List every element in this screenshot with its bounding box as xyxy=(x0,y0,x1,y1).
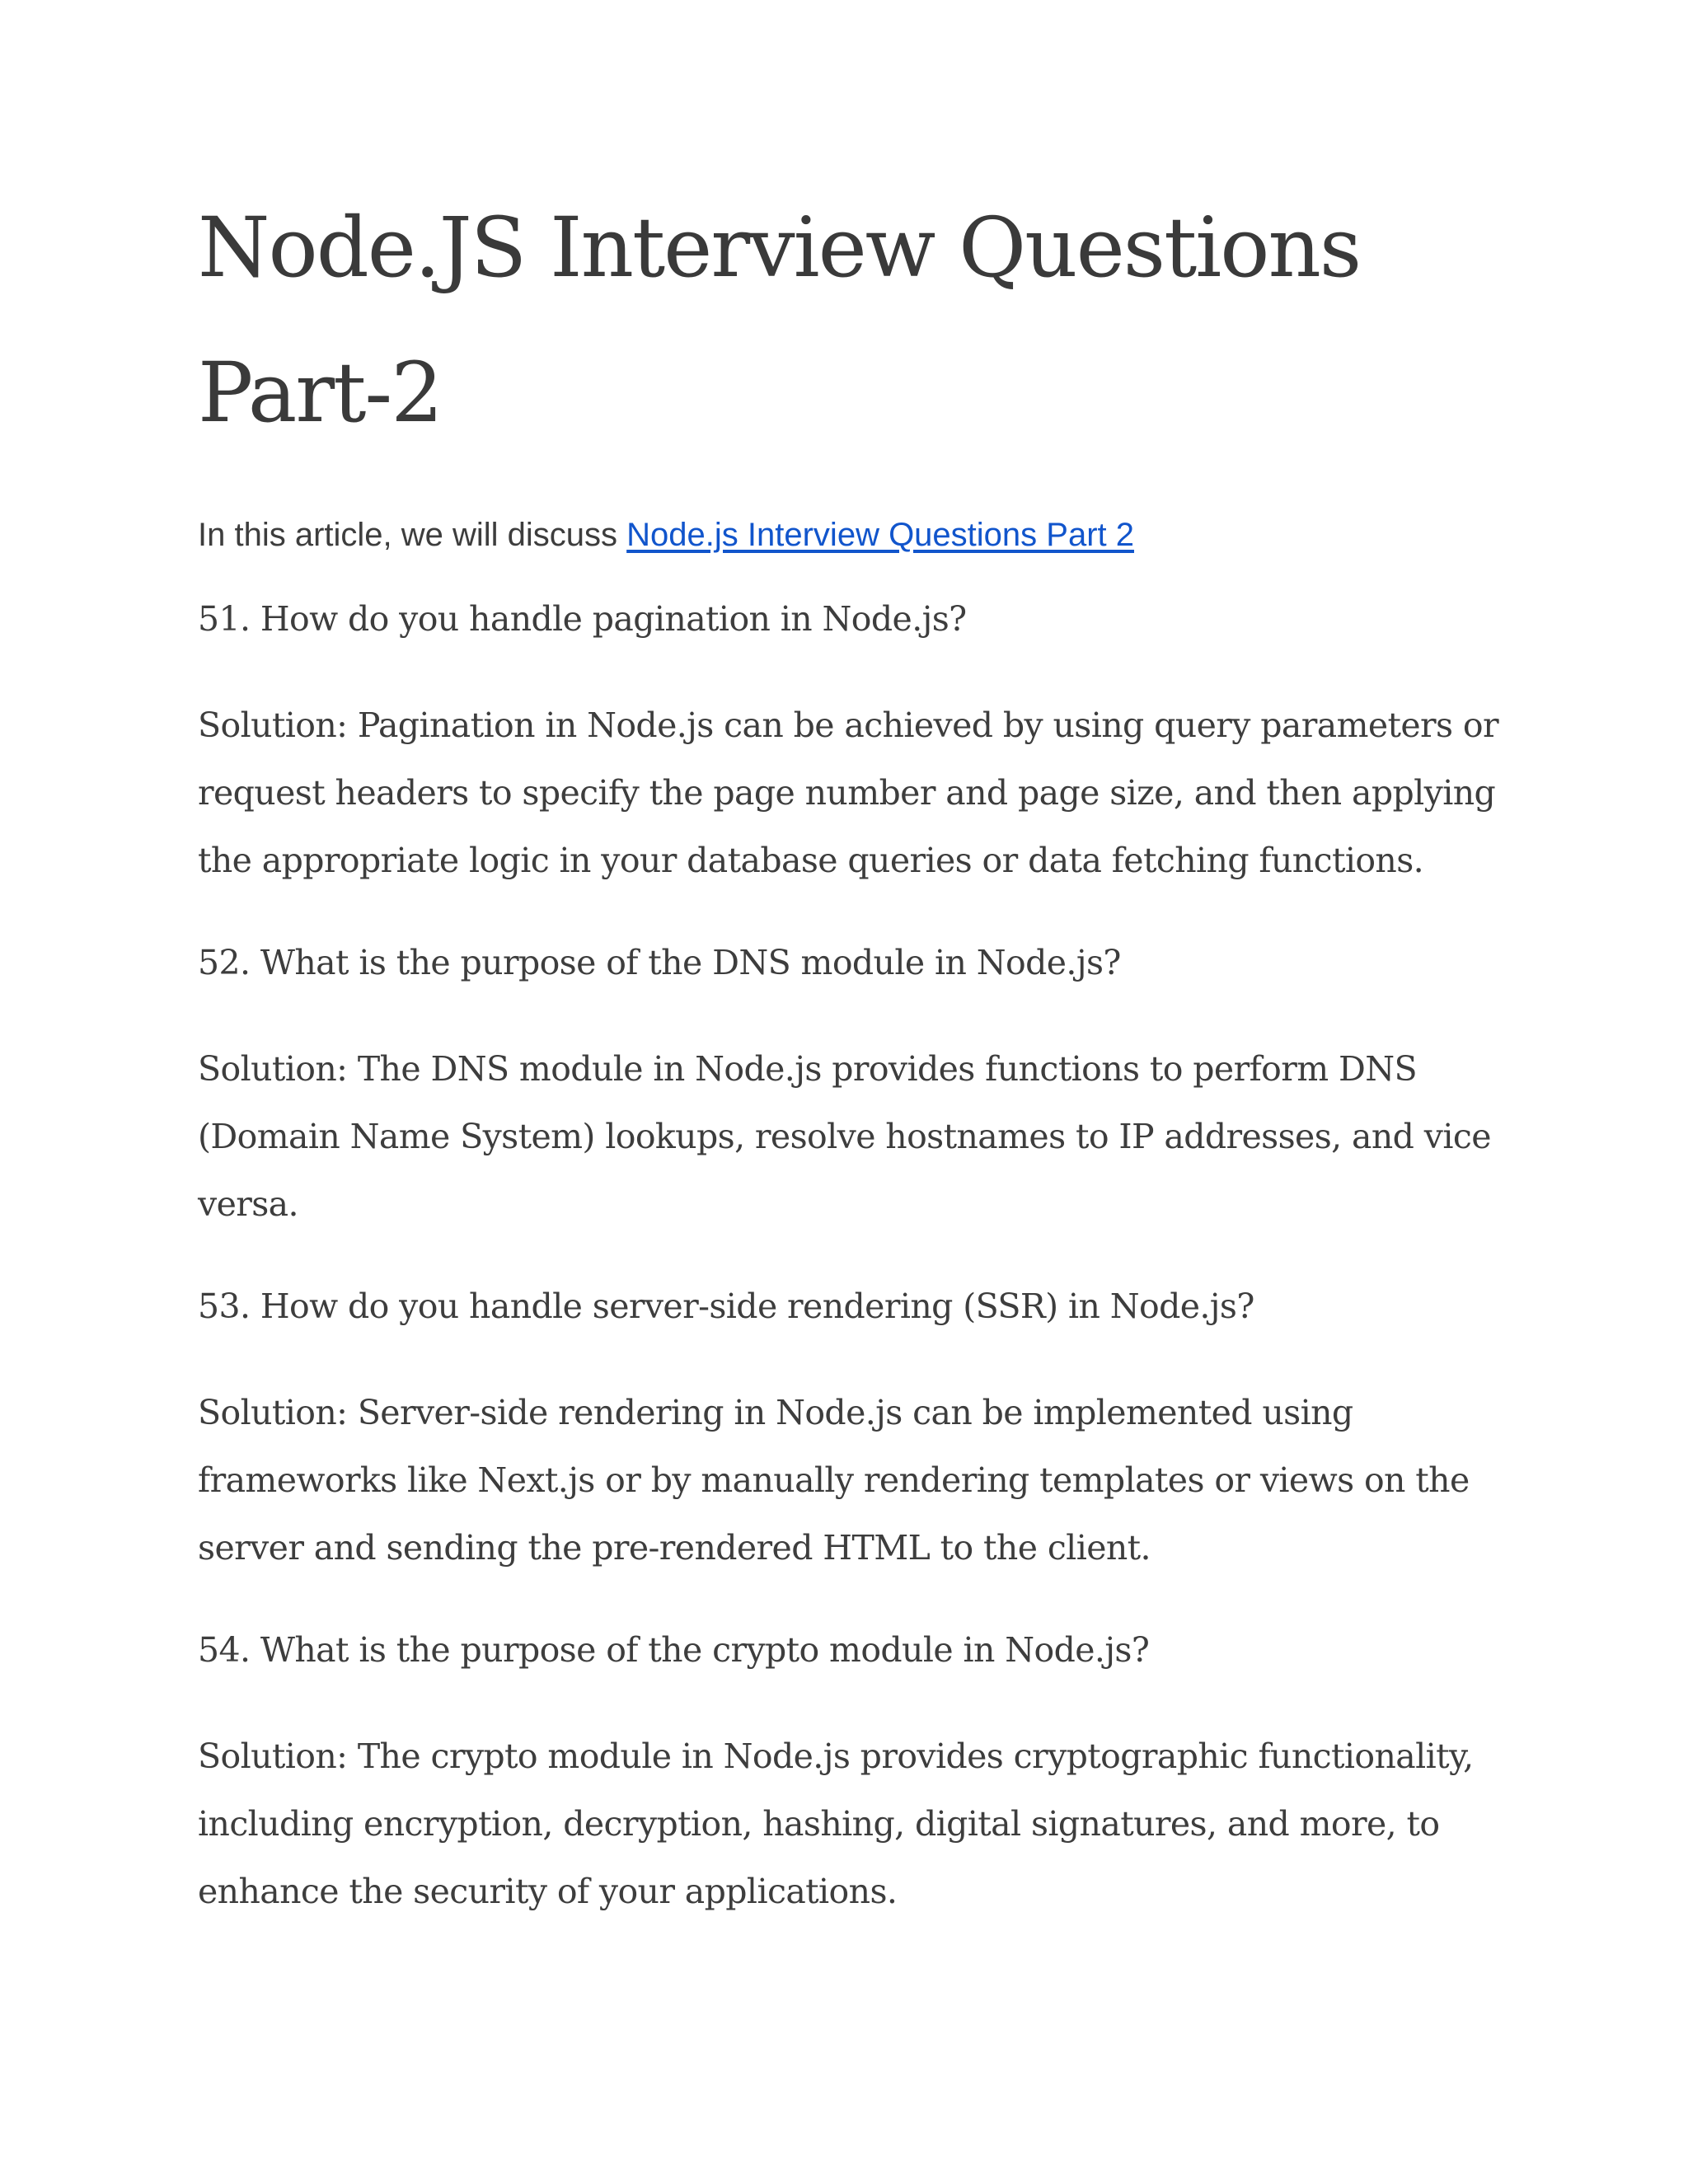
question-52: 52. What is the purpose of the DNS module in Node.js? xyxy=(198,943,1121,982)
question-54: 54. What is the purpose of the crypto module in Node.js? xyxy=(198,1630,1150,1670)
intro-text: In this article, we will discuss xyxy=(198,517,627,553)
solution-53: Solution: Server-side rendering in Node.js can be implemented using frameworks like Next.js or by manually rendering templates or views on the server and sending the pre-rendered HTML to the client. xyxy=(198,1393,1470,1568)
solution-52: Solution: The DNS module in Node.js provides functions to perform DNS (Domain Name System) lookups, resolve hostnames to IP addresses, and vice versa. xyxy=(198,1049,1491,1224)
article-link[interactable]: Node.js Interview Questions Part 2 xyxy=(626,517,1134,553)
question-53: 53. How do you handle server-side rendering (SSR) in Node.js? xyxy=(198,1286,1254,1326)
intro-paragraph xyxy=(198,513,1134,556)
solution-51: Solution: Pagination in Node.js can be achieved by using query parameters or request headers to specify the page number and page size, and then applying the appropriate logic in your database queries or data fetching functions. xyxy=(198,705,1499,880)
question-51: 51. How do you handle pagination in Node.js? xyxy=(198,599,967,639)
page-title: Node.JS Interview Questions Part-2 xyxy=(198,199,1361,441)
solution-54: Solution: The crypto module in Node.js provides cryptographic functionality, including encryption, decryption, hashing, digital signatures, and more, to enhance the security of your applications. xyxy=(198,1736,1474,1911)
